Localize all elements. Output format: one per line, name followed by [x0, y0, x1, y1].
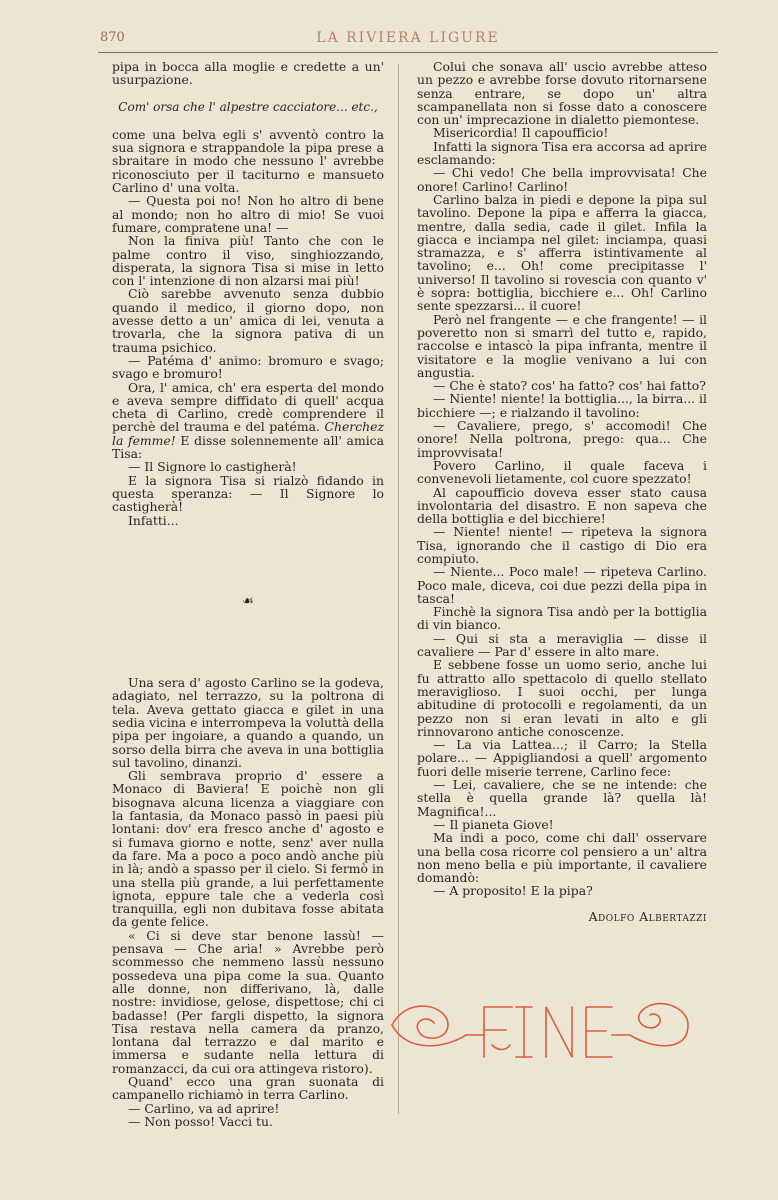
paragraph: — Il pianeta Giove! — [433, 816, 554, 832]
paragraph: Carlino balza in piedi e depone la pipa sul tavolino. Depone la pipa e afferra la giacca, mentre, dalla sedia, cade il gilet. Infila la giacca e inciampa nel gilet: inciampa, quasi stramazza, e s' afferra istintivamente al tavolino; e... Oh! come precipitasse l' universo! Il tavolino si rovescia con quanto v' è sopra: bottiglia, bicchiere e... Oh! Carlino sente spezzarsi... il cuore! — [417, 191, 707, 314]
paragraph: « Ci si deve star benone lassù! — pensava — Che aria! » Avrebbe però scommesso che nemmeno lassù nessuno possedeva una pipa come la sua. Quanto alle donne, non differivano, là, dalle nostre: invidiose, gelose, dispettose; chi ci badasse! (Per fargli dispetto, la signora Tisa restava nella camera da pranzo, lontana dal terrazzo e dal marito e immersa e sudante nella lettura di romanzacci, da cui ora attingeva ristoro). — [112, 927, 384, 1076]
paragraph: Quand' ecco una gran suonata di campanello richiamò in terra Carlino. — [112, 1074, 384, 1103]
running-title: LA RIVIERA LIGURE — [316, 30, 500, 46]
paragraph: Però nel frangente — e che frangente! — il poveretto non si smarrì del tutto e, rapido, raccolse e intascò la pipa infranta, mentre il visitatore e la moglie venivano a lui con angustia. — [417, 311, 707, 380]
column-divider — [398, 64, 399, 1114]
fine-ornament — [388, 985, 693, 1065]
paragraph: Infatti... — [128, 512, 179, 528]
paragraph: Ciò sarebbe avvenuto senza dubbio quando il medico, il giorno dopo, non avesse detto a un' amica di lei, venuta a trovarla, che la signora pativa di un trauma psichico. — [112, 286, 384, 355]
paragraph — [112, 381, 384, 461]
paragraph: Non la finiva più! Tanto che con le palme contro il viso, singhiozzando, disperata, la signora Tisa si mise in letto con l' intenzione di non alzarsi mai più! — [112, 233, 384, 289]
paragraph: pipa in bocca alla moglie e credette a un' usurpazione. — [112, 59, 384, 88]
paragraph: — Non posso! Vacci tu. — [128, 1113, 273, 1129]
paragraph: Infatti la signora Tisa era accorsa ad aprire esclamando: — [417, 138, 707, 168]
paragraph: — A proposito! E la pipa? — [433, 883, 593, 899]
paragraph: Gli sembrava proprio d' essere a Monaco di Baviera! E poichè non gli bisognava alcuna licenza a viaggiare con la fantasia, da Monaco passò in paesi più lontani: dov' era fresco anche d' agosto e si fumava giorno e notte, senz' aver nulla da fare. Ma a poco a poco andò anche più in là; andò a spasso per il cielo. Si fermò in una stella più grande, a lui perfettamente ignota, eppure tale che a vederla così tranquilla, egli non dubitava fosse abitata da gente felice. — [112, 768, 384, 930]
paragraph-text: Ora, l' amica, ch' era esperta del mondo e aveva sempre diffidato di quell' acqua cheta di Carlino, credè comprendere il perchè del trauma e del patéma. — [112, 379, 384, 435]
paragraph: E sebbene fosse un uomo serio, anche lui fu attratto allo spettacolo di quello stellato meraviglioso. I suoi occhi, per lunga abitudine di protocolli e regolamenti, da un pezzo non si eran levati in alto e gli rinnovarono antiche conoscenze. — [417, 657, 707, 739]
paragraph: — Niente! niente! — ripeteva la signora Tisa, ignorando che il castigo di Dio era compiuto. — [417, 524, 707, 566]
page-number: 870 — [100, 30, 125, 45]
paragraph: — Qui si sta a meraviglia — disse il cavaliere — Par d' essere in alto mare. — [417, 630, 707, 660]
paragraph: — La via Lattea...; il Carro; la Stella polare... — Appigliandosi a quell' argomento fuori delle miserie terrene, Carlino fece: — [417, 737, 707, 779]
paragraph: Misericordia! Il capoufficio! — [433, 125, 609, 141]
section-ornament: ☙ — [242, 593, 254, 609]
paragraph: Povero Carlino, il quale faceva i convenevoli lietamente, col cuore spezzato! — [417, 457, 707, 487]
paragraph: Colui che sonava all' uscio avrebbe atteso un pezzo e avrebbe forse dovuto ritornarsene senza entrare, se dopo un' altra scampanellata non si fosse dato a conoscere con un' imprecazione in dialetto piemontese. — [417, 59, 707, 128]
verse-quote: Com' orsa che l' alpestre cacciatore... etc., — [118, 99, 378, 114]
fine-ornament-icon — [388, 985, 693, 1065]
paragraph: — Questa poi no! Non ho altro di bene al mondo; non ho altro di mio! Se vuoi fumare, compratene una! — — [112, 193, 384, 235]
author-signature: Adolfo Albertazzi — [588, 908, 707, 924]
paragraph: — Lei, cavaliere, che se ne intende: che stella è quella grande là? quella là! Magnifica!... — [417, 777, 707, 819]
paragraph: Al capoufficio doveva esser stato causa involontaria del disastro. E non sapeva che della bottiglia e del bicchiere! — [417, 484, 707, 527]
paragraph: — Cavaliere, prego, s' accomodi! Che onore! Nella poltrona, prego: qua... Che improvvisata! — [417, 418, 707, 460]
italic-phrase: Cherchez la femme! — [112, 419, 384, 448]
paragraph-text: E disse solennemente all' amica Tisa: — [112, 432, 384, 462]
paragraph: come una belva egli s' avventò contro la sua signora e strappandole la pipa prese a sbraitare in modo che nessuno l' avrebbe riconosciuto per il taciturno e mansueto Carlino d' una volta. — [112, 126, 384, 196]
paragraph: — Niente... Poco male! — ripeteva Carlino. Poco male, diceva, coi due pezzi della pipa in tasca! — [417, 564, 707, 606]
paragraph: — Il Signore lo castigherà! — [128, 459, 297, 475]
paragraph: — Carlino, va ad aprire! — [128, 1100, 280, 1116]
paragraph: E la signora Tisa si rialzò fidando in questa speranza: — Il Signore lo castigherà! — [112, 472, 384, 515]
header-rule — [98, 52, 718, 53]
paragraph: — Che è stato? cos' ha fatto? cos' hai fatto? — [433, 378, 706, 394]
paragraph: — Niente! niente! la bottiglia..., la birra... il bicchiere —; e rialzando il tavolino: — [417, 391, 707, 420]
paragraph: Finchè la signora Tisa andò per la bottiglia di vin bianco. — [417, 604, 707, 633]
paragraph: Una sera d' agosto Carlino se la godeva, adagiato, nel terrazzo, su la poltrona di tela. Aveva gettato giacca e gilet in una sedia vicina e interrompeva la voluttà della pipa per ingoiare, a quando a quando, un sorso della birra che aveva in una bottiglia sul tavolino, dinanzi. — [112, 675, 384, 770]
left-column — [112, 60, 384, 1128]
paragraph: Ma indi a poco, come chi dall' osservare una bella cosa ricorre col pensiero a un' altra non meno bella e più importante, il cavaliere domandò: — [417, 830, 707, 886]
paragraph: — Patéma d' animo: bromuro e svago; svago e bromuro! — [112, 352, 384, 382]
right-column — [417, 60, 707, 923]
page-header — [98, 30, 718, 52]
paragraph: — Chi vedo! Che bella improvvisata! Che onore! Carlino! Carlino! — [417, 165, 707, 194]
